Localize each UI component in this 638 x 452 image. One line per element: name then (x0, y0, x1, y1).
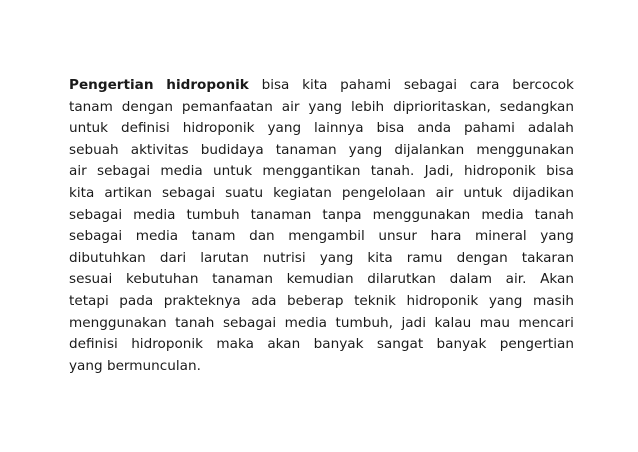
word: ada (251, 292, 277, 309)
word: sebagai (161, 184, 216, 201)
word: Jadi, (424, 163, 454, 180)
word: untuk (213, 163, 253, 180)
word: mau (479, 314, 510, 331)
word: diprioritaskan, (393, 98, 491, 115)
word: sebuah (69, 141, 119, 158)
word: cara (469, 77, 500, 93)
word: takaran (521, 249, 574, 266)
paragraph-line (69, 269, 574, 291)
word: mencari (518, 314, 574, 331)
word: kegiatan (273, 184, 332, 201)
word: yang (319, 249, 354, 266)
word: suatu (225, 184, 264, 201)
word: sangat (376, 336, 424, 353)
word: yang (308, 98, 343, 115)
word: dari (159, 249, 187, 266)
paragraph-line (69, 226, 574, 248)
word: beberap (287, 292, 344, 309)
word: hara (430, 228, 462, 245)
word: media (135, 228, 179, 245)
paragraph-line (69, 161, 574, 183)
word: dibutuhkan (69, 249, 146, 266)
word: kita (367, 249, 393, 266)
word: menggunakan (476, 141, 574, 158)
paragraph-line (69, 140, 574, 162)
word: sebagai (96, 163, 151, 180)
paragraph-line (69, 75, 574, 97)
word: dalam (449, 271, 492, 288)
paragraph-line (69, 356, 574, 378)
word: definisi (69, 336, 118, 353)
word: tanaman (275, 141, 337, 158)
word: air (435, 184, 454, 201)
word: definisi (120, 120, 170, 137)
word: lainnya (314, 120, 364, 137)
word: sebagai (403, 77, 457, 93)
word: dijadikan (512, 184, 574, 201)
word: kita (69, 184, 95, 201)
body-paragraph (69, 75, 574, 377)
word: hidroponik (182, 120, 255, 137)
word: media (160, 163, 203, 180)
word: tanaman (250, 206, 312, 223)
word: menggunakan (69, 314, 167, 331)
word: yang (267, 120, 302, 137)
word: ramu (406, 249, 443, 266)
word: mengambil (288, 228, 365, 245)
word: dijalankan (394, 141, 465, 158)
paragraph-line (69, 313, 574, 335)
word: tanah (175, 314, 215, 331)
word: tanam (69, 98, 113, 115)
word: teknik (354, 292, 396, 309)
word: anda (417, 120, 452, 137)
word: pahami (340, 77, 392, 93)
word: bisa (261, 77, 290, 93)
paragraph-line (69, 183, 574, 205)
paragraph-line (69, 205, 574, 227)
word: air (69, 163, 87, 180)
word: larutan (200, 249, 249, 266)
word: tanah (534, 206, 574, 223)
word: tanpa (322, 206, 362, 223)
word: sebagai (222, 314, 277, 331)
word: pada (119, 292, 154, 309)
word: artikan (104, 184, 152, 201)
word: pemanfaatan (181, 98, 273, 115)
word: kita (302, 77, 328, 93)
word: air. (505, 271, 527, 288)
word: tumbuh, (335, 314, 393, 331)
word: yang (348, 141, 383, 158)
word: sedangkan (499, 98, 574, 115)
word: banyak (436, 336, 487, 353)
word: sebagai (69, 206, 123, 223)
word: kebutuhan (125, 271, 199, 288)
word: pengelolaan (341, 184, 426, 201)
word: adalah (527, 120, 574, 137)
word: mineral (474, 228, 527, 245)
word: nutrisi (262, 249, 306, 266)
word: hidroponik (406, 292, 479, 309)
word: kemudian (286, 271, 354, 288)
word: tanam (191, 228, 236, 245)
word: lebih (350, 98, 385, 115)
paragraph-line (69, 291, 574, 313)
word: tanaman (212, 271, 273, 288)
word: hidroponik (131, 336, 204, 353)
word: menggantikan (262, 163, 361, 180)
word: untuk (463, 184, 503, 201)
word: media (481, 206, 524, 223)
word: masih (532, 292, 574, 309)
word: yang (540, 228, 574, 245)
word: tanah. (370, 163, 415, 180)
word: media (284, 314, 327, 331)
word: pahami (464, 120, 515, 137)
word: tetapi (69, 292, 109, 309)
word: Akan (540, 271, 574, 288)
word: dengan (121, 98, 173, 115)
word: kalau (434, 314, 472, 331)
word: media (133, 206, 176, 223)
word: bisa (376, 120, 405, 137)
word: banyak (313, 336, 364, 353)
word: yang (488, 292, 523, 309)
word: yang bermunculan. (69, 357, 201, 374)
word: untuk (69, 120, 109, 137)
word: bercocok (512, 77, 574, 93)
word: aktivitas (130, 141, 189, 158)
word: jadi (401, 314, 426, 331)
paragraph-line (69, 97, 574, 119)
paragraph-line (69, 118, 574, 140)
word: prakteknya (163, 292, 241, 309)
word: menggunakan (372, 206, 471, 223)
word: maka (216, 336, 254, 353)
paragraph-line (69, 334, 574, 356)
word: unsur (378, 228, 417, 245)
word: dengan (456, 249, 508, 266)
key-term: Pengertian (69, 77, 154, 93)
word: dan (249, 228, 275, 245)
word: sebagai (69, 228, 123, 245)
paragraph-line (69, 248, 574, 270)
word: air (281, 98, 300, 115)
word: tumbuh (186, 206, 240, 223)
word: dilarutkan (367, 271, 436, 288)
word: budidaya (200, 141, 264, 158)
word: sesuai (69, 271, 113, 288)
word: hidroponik (463, 163, 536, 180)
word: akan (267, 336, 301, 353)
word: pengertian (499, 336, 574, 353)
key-term: hidroponik (166, 77, 249, 93)
word: bisa (546, 163, 574, 180)
